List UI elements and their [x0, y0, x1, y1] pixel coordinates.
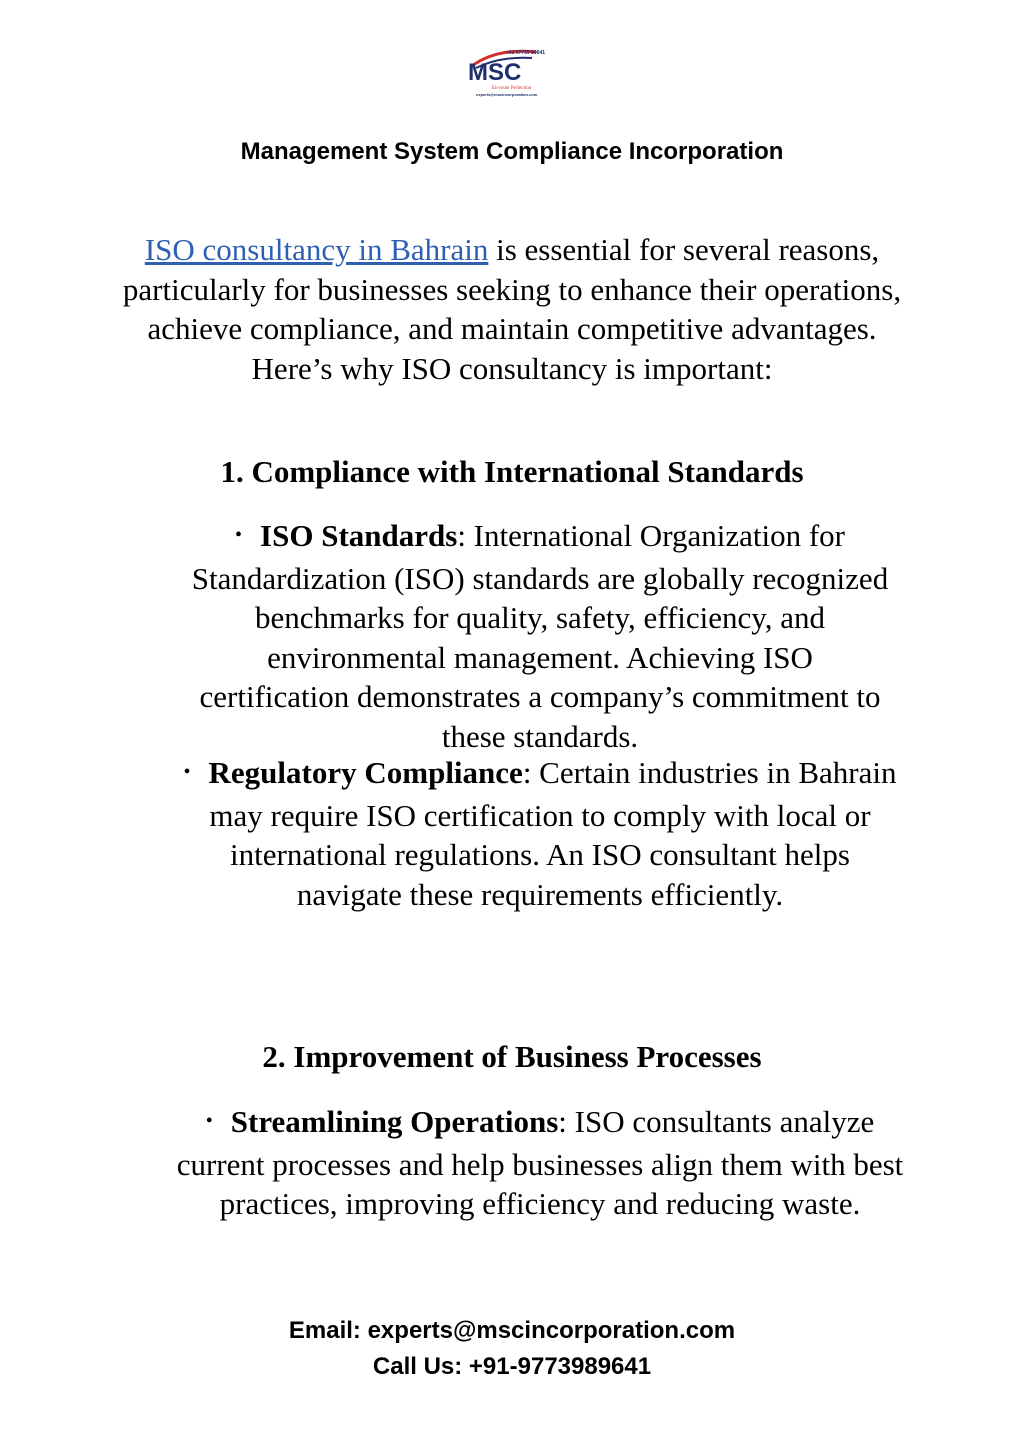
- contact-phone: Call Us: +91-9773989641: [372, 1353, 652, 1380]
- logo-email: experts@mscincorporation.com: [476, 92, 538, 97]
- bullet-term: ISO Standards: [260, 518, 458, 553]
- bullet-text: : Certain industries in Bahrain may require ISO certification to comply with local or international regulations. An ISO consultant helps navigate these requirements efficiently.: [209, 755, 897, 912]
- iso-consultancy-link[interactable]: ISO consultancy in Bahrain: [144, 232, 489, 267]
- bullet-dot-icon: •: [205, 1110, 213, 1133]
- bullet-dot-icon: •: [235, 524, 243, 547]
- bullet-text: : International Organization for Standardization (ISO) standards are globally recognized benchmarks for quality, safety, efficiency, and environmental management. Achieving ISO certification demonstrates a company’s commitment to these standards.: [191, 518, 889, 754]
- msc-logo: [466, 44, 558, 100]
- company-title: Management System Compliance Incorporation: [240, 138, 784, 165]
- logo-phone: +91 97739 89641: [506, 50, 546, 56]
- bullet-regulatory-compliance: [180, 753, 900, 914]
- contact-email: Email: experts@mscincorporation.com: [288, 1317, 736, 1344]
- bullet-term: Streamlining Operations: [230, 1104, 559, 1139]
- logo-letters: MSC: [468, 59, 522, 86]
- bullet-text: : ISO consultants analyze current processes and help businesses align them with best practices, improving efficiency and reducing waste.: [176, 1104, 904, 1222]
- logo-tagline: En-route Perfection: [492, 86, 532, 91]
- intro-text: is essential for several reasons, particularly for businesses seeking to enhance their operations, achieve compliance, and maintain competitive advantages. Here’s why ISO consultancy is important:: [122, 232, 902, 386]
- section-heading-business-processes: 2. Improvement of Business Processes: [262, 1039, 762, 1074]
- bullet-streamlining-operations: [160, 1102, 920, 1224]
- intro-paragraph: [110, 230, 914, 388]
- bullet-dot-icon: •: [183, 761, 191, 784]
- msc-logo-graphic: [466, 44, 558, 100]
- bullet-iso-standards: [190, 516, 890, 756]
- bullet-term: Regulatory Compliance: [208, 755, 523, 790]
- section-heading-compliance: 1. Compliance with International Standards: [220, 454, 804, 489]
